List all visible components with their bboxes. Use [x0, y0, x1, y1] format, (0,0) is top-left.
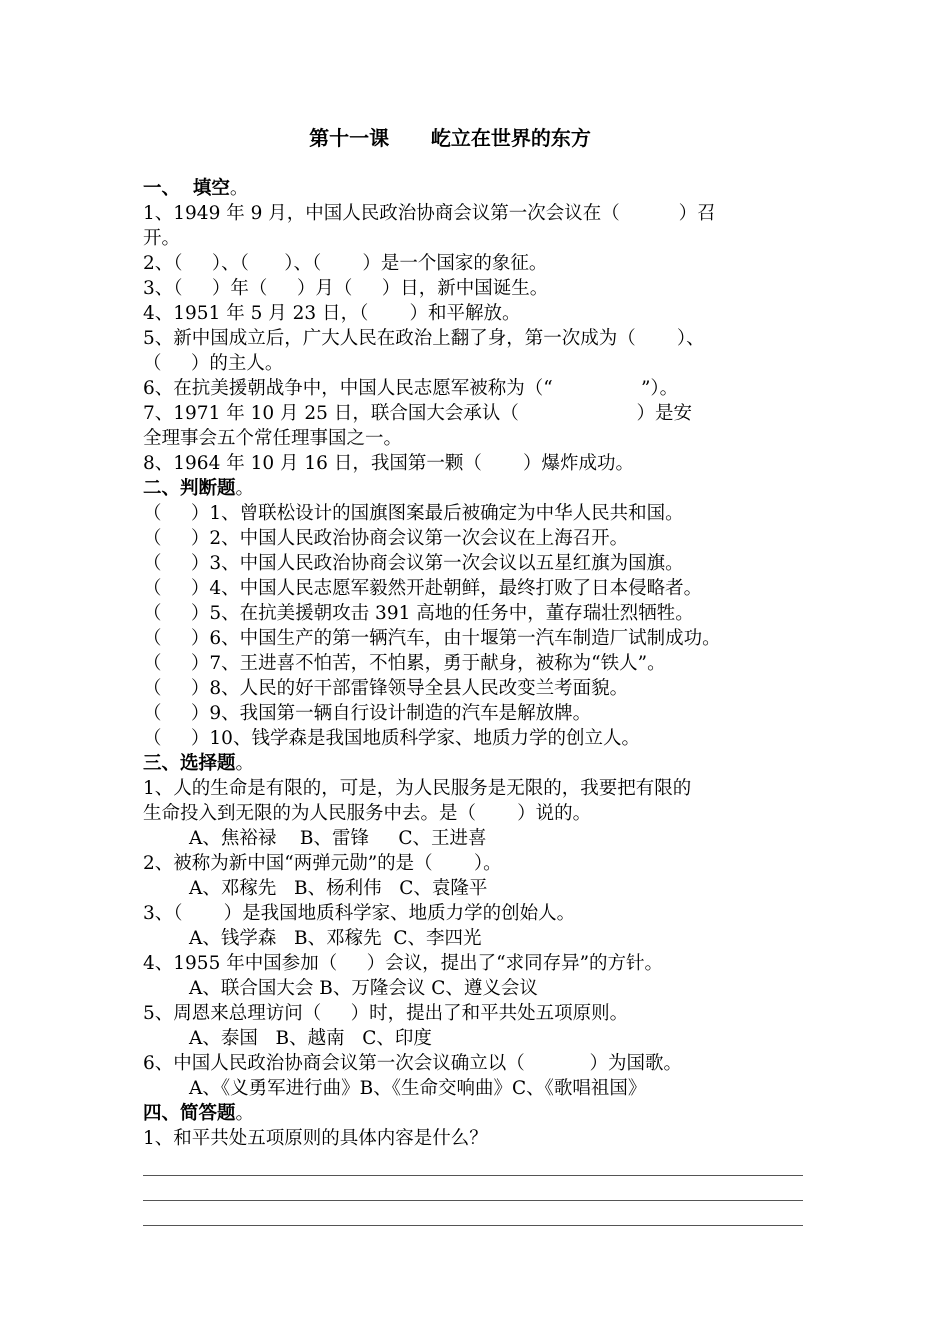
section-heading-fill: [143, 176, 808, 201]
judge-line: （ ）8、人民的好干部雷锋领导全县人民改变兰考面貌。: [143, 678, 629, 699]
judge-line: （ ）7、王进喜不怕苦，不怕累，勇于献身，被称为“铁人”。: [143, 653, 666, 674]
section-heading-short: [143, 1101, 808, 1126]
fill-line: 8、1964 年 10 月 16 日，我国第一颗（ ）爆炸成功。: [143, 453, 635, 474]
choice-options: A、邓稼先 B、杨利伟 C、袁隆平: [189, 878, 488, 899]
judge-line: （ ）6、中国生产的第一辆汽车，由十堰第一汽车制造厂试制成功。: [143, 628, 721, 649]
fill-line: 4、1951 年 5 月 23 日，（ ）和平解放。: [143, 303, 521, 324]
answer-line[interactable]: [143, 1201, 803, 1226]
judge-line: （ ）5、在抗美援朝攻击 391 高地的任务中，董存瑞壮烈牺牲。: [143, 603, 694, 624]
section-heading-short-period: 。: [235, 1103, 255, 1124]
choice-options: A、泰国 B、越南 C、印度: [189, 1028, 432, 1049]
fill-line: 6、在抗美援朝战争中，中国人民志愿军被称为（“ ”）。: [143, 378, 679, 399]
fill-line: （ ）的主人。: [143, 353, 284, 374]
fill-line: 7、1971 年 10 月 25 日，联合国大会承认（ ）是安: [143, 403, 692, 424]
choice-options: A、联合国大会 B、万隆会议 C、遵义会议: [189, 978, 538, 999]
choice-question-line: 生命投入到无限的为人民服务中去。是（ ）说的。: [143, 803, 592, 824]
fill-line: 5、新中国成立后，广大人民在政治上翻了身，第一次成为（ ）、: [143, 328, 705, 349]
section-heading-fill-period: 。: [229, 178, 249, 199]
choice-question-line: 2、被称为新中国“两弹元勋”的是（ ）。: [143, 853, 502, 874]
judge-line: （ ）9、我国第一辆自行设计制造的汽车是解放牌。: [143, 703, 592, 724]
worksheet-content: [143, 176, 808, 1226]
judge-line: （ ）3、中国人民政治协商会议第一次会议以五星红旗为国旗。: [143, 553, 684, 574]
choice-question-line: 6、中国人民政治协商会议第一次会议确立以（ ）为国歌。: [143, 1053, 682, 1074]
choice-question-line: 5、周恩来总理访问（ ）时，提出了和平共处五项原则。: [143, 1003, 629, 1024]
judge-line: （ ）1、曾联松设计的国旗图案最后被确定为中华人民共和国。: [143, 503, 684, 524]
section-heading-judge-period: 。: [235, 478, 255, 499]
judge-line: （ ）4、中国人民志愿军毅然开赴朝鲜，最终打败了日本侵略者。: [143, 578, 703, 599]
section-heading-short-text: 四、简答题: [143, 1103, 236, 1124]
section-heading-judge-text: 二、判断题: [143, 478, 236, 499]
answer-line[interactable]: [143, 1151, 803, 1176]
answer-line[interactable]: [143, 1176, 803, 1201]
choice-question-line: 1、人的生命是有限的，可是，为人民服务是无限的，我要把有限的: [143, 778, 692, 799]
section-heading-choice-period: 。: [235, 753, 255, 774]
choice-options: A、《义勇军进行曲》B、《生命交响曲》C、《歌唱祖国》: [189, 1078, 647, 1099]
judge-line: （ ）10、钱学森是我国地质科学家、地质力学的创立人。: [143, 728, 640, 749]
fill-line: 1、1949 年 9 月，中国人民政治协商会议第一次会议在（ ）召: [143, 203, 716, 224]
fill-line: 2、（ ）、（ ）、（ ）是一个国家的象征。: [143, 253, 548, 274]
page-title: 第十一课 屹立在世界的东方: [309, 126, 591, 150]
choice-question-line: 3、（ ）是我国地质科学家、地质力学的创始人。: [143, 903, 576, 924]
section-heading-judge: [143, 476, 808, 501]
section-heading-choice-text: 三、选择题: [143, 753, 236, 774]
fill-line: 开。: [143, 228, 181, 249]
fill-line: 3、（ ）年（ ）月（ ）日，新中国诞生。: [143, 278, 549, 299]
judge-line: （ ）2、中国人民政治协商会议第一次会议在上海召开。: [143, 528, 629, 549]
choice-options: A、钱学森 B、邓稼先 C、李四光: [189, 928, 482, 949]
short-question: 1、和平共处五项原则的具体内容是什么？: [143, 1128, 488, 1149]
section-heading-fill-text: 一、 填空: [143, 178, 230, 199]
section-heading-choice: [143, 751, 808, 776]
fill-line: 全理事会五个常任理事国之一。: [143, 428, 403, 449]
choice-question-line: 4、1955 年中国参加（ ）会议，提出了“求同存异”的方针。: [143, 953, 664, 974]
choice-options: A、焦裕禄 B、雷锋 C、王进喜: [189, 828, 487, 849]
